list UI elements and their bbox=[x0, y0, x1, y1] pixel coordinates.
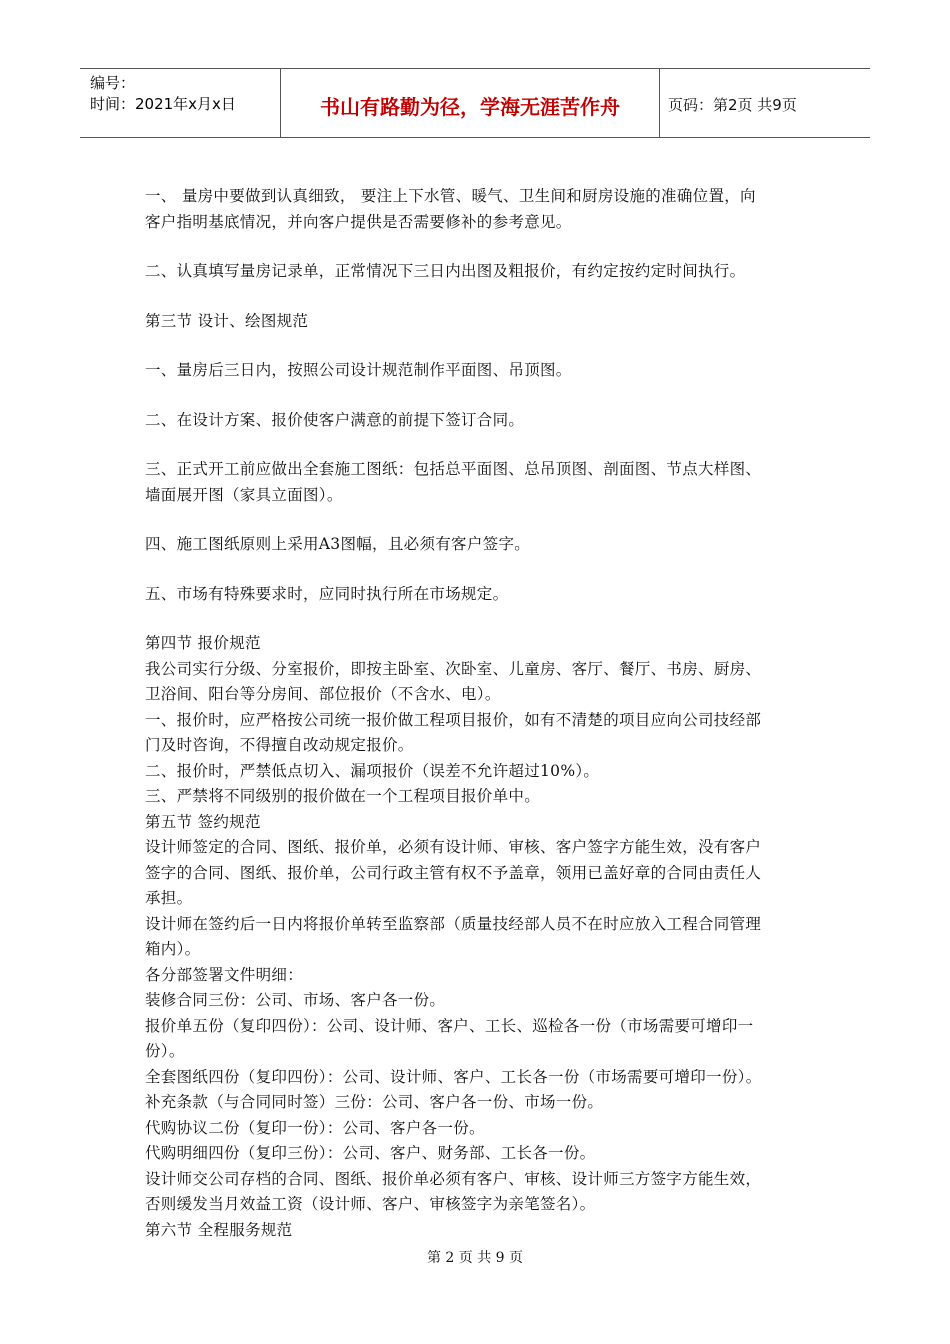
text-line: 二、报价时，严禁低点切入、漏项报价（误差不允许超过10%）。 bbox=[145, 761, 600, 780]
header-motto-cell bbox=[281, 69, 660, 137]
text-line: 我公司实行分级、分室报价，即按主卧室、次卧室、儿童房、客厅、餐厅、书房、厨房、 bbox=[145, 659, 762, 678]
paragraph-gap bbox=[145, 235, 815, 259]
text-line: 第三节 设计、绘图规范 bbox=[145, 311, 309, 330]
paragraph bbox=[145, 582, 815, 608]
paragraph bbox=[145, 309, 815, 335]
text-line: 卫浴间、阳台等分房间、部位报价（不含水、电）。 bbox=[145, 685, 501, 703]
text-line: 客户指明基底情况，并向客户提供是否需要修补的参考意见。 bbox=[145, 212, 572, 231]
page-header bbox=[80, 68, 870, 138]
text-line: 一、报价时，应严格按公司统一报价做工程项目报价，如有不清楚的项目应向公司技经部 bbox=[145, 710, 762, 729]
page-footer: 第 2 页 共 9 页 bbox=[426, 1250, 524, 1266]
text-line: 否则缓发当月效益工资（设计师、客户、审核签字为亲笔签名）。 bbox=[145, 1195, 596, 1213]
header-meta-cell bbox=[80, 69, 281, 137]
text-line: 签字的合同、图纸、报价单，公司行政主管有权不予盖章，领用已盖好章的合同由责任人 bbox=[145, 863, 762, 882]
text-line: 二、认真填写量房记录单，正常情况下三日内出图及粗报价，有约定按约定时间执行。 bbox=[145, 262, 746, 280]
text-line: 三、严禁将不同级别的报价做在一个工程项目报价单中。 bbox=[145, 787, 541, 805]
paragraph-gap bbox=[145, 433, 815, 457]
text-line: 墙面展开图（家具立面图）。 bbox=[145, 485, 343, 504]
text-line: 设计师签定的合同、图纸、报价单，必须有设计师、审核、客户签字方能生效，没有客户 bbox=[145, 838, 762, 856]
text-line: 一、 量房中要做到认真细致， 要注上下水管、暖气、卫生间和厨房设施的准确位置，向 bbox=[145, 187, 756, 205]
paragraph-gap bbox=[145, 334, 815, 358]
text-line: 三、正式开工前应做出全套施工图纸：包括总平面图、总吊顶图、剖面图、节点大样图、 bbox=[145, 460, 762, 478]
text-line: 第五节 签约规范 bbox=[145, 812, 261, 831]
text-line: 补充条款（与合同同时签）三份：公司、客户各一份、市场一份。 bbox=[145, 1093, 604, 1111]
document-body bbox=[145, 184, 815, 1243]
text-line: 代购明细四份（复印三份）：公司、客户、财务部、工长各一份。 bbox=[145, 1144, 596, 1162]
text-line: 报价单五份（复印四份）：公司、设计师、客户、工长、巡检各一份（市场需要可增印一 bbox=[145, 1016, 754, 1035]
paragraph-gap bbox=[145, 508, 815, 532]
text-line: 承担。 bbox=[145, 889, 193, 907]
paragraph-gap bbox=[145, 607, 815, 631]
text-line: 四、施工图纸原则上采用A3图幅，且必须有客户签字。 bbox=[145, 535, 531, 553]
text-line: 门及时咨询，不得擅自改动规定报价。 bbox=[145, 736, 414, 754]
document-number-label: 编号： bbox=[90, 74, 136, 92]
document-date-label: 时间：2021年x月x日 bbox=[90, 95, 236, 113]
text-line: 全套图纸四份（复印四份）：公司、设计师、客户、工长各一份（市场需要可增印一份）。 bbox=[145, 1067, 762, 1086]
header-page-info: 页码：第2页 共9页 bbox=[668, 96, 797, 114]
paragraph bbox=[145, 457, 815, 508]
text-line: 设计师在签约后一日内将报价单转至监察部（质量技经部人员不在时应放入工程合同管理 bbox=[145, 914, 762, 933]
text-line: 第四节 报价规范 bbox=[145, 634, 261, 652]
text-line: 五、市场有特殊要求时，应同时执行所在市场规定。 bbox=[145, 584, 509, 603]
text-line: 各分部签署文件明细： bbox=[145, 965, 304, 984]
text-line: 代购协议二份（复印一份）：公司、客户各一份。 bbox=[145, 1118, 485, 1137]
paragraph bbox=[145, 259, 815, 285]
text-line: 装修合同三份：公司、市场、客户各一份。 bbox=[145, 991, 446, 1009]
paragraph bbox=[145, 184, 815, 235]
text-line: 箱内）。 bbox=[145, 940, 201, 958]
paragraph-gap bbox=[145, 384, 815, 408]
paragraph bbox=[145, 631, 815, 1243]
paragraph-gap bbox=[145, 285, 815, 309]
text-line: 一、量房后三日内，按照公司设计规范制作平面图、吊顶图。 bbox=[145, 361, 572, 379]
text-line: 设计师交公司存档的合同、图纸、报价单必须有客户、审核、设计师三方签字方能生效， bbox=[145, 1169, 762, 1188]
text-line: 份）。 bbox=[145, 1042, 185, 1060]
paragraph bbox=[145, 358, 815, 384]
header-page-cell bbox=[660, 69, 870, 137]
header-motto: 书山有路勤为径，学海无涯苦作舟 bbox=[320, 95, 620, 119]
paragraph bbox=[145, 408, 815, 434]
paragraph-gap bbox=[145, 558, 815, 582]
paragraph bbox=[145, 532, 815, 558]
text-line: 二、在设计方案、报价使客户满意的前提下签订合同。 bbox=[145, 410, 525, 429]
text-line: 第六节 全程服务规范 bbox=[145, 1220, 293, 1239]
